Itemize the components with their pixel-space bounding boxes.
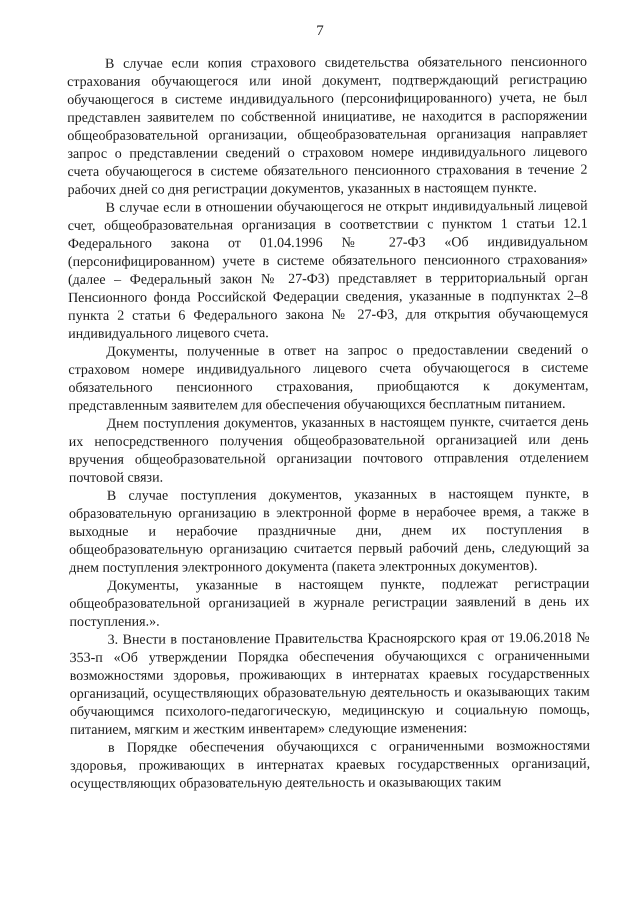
page-number: 7 xyxy=(316,23,324,39)
paragraph-insurance-certificate: В случае если копия страхового свидетельства обязательного пенсионного страхования обучающегося или иной документ, подтверждающий регистрацию обучающегося в системе индивидуального (персонифицированного) учета, не был представлен заявителем по собственной инициативе, не находится в распоряжении общеобразовательной организации, общеобразовательная организация направляет запрос о представлении сведений о страховом номере индивидуального лицевого счета обучающегося в системе обязательного пенсионного страхования в течение 2 рабочих дней со дня регистрации документов, указанных в настоящем пункте. xyxy=(67,54,588,198)
paragraph-registration: Документы, указанные в настоящем пункте, подлежат регистрации общеобразовательной организацией в журнале регистрации заявлений в день их поступления.». xyxy=(69,576,590,630)
paragraph-procedure-changes: в Порядке обеспечения обучающихся с ограниченными возможностями здоровья, проживающих в интернатах краевых государственных организаций, осуществляющих образовательную деятельность и оказывающих таким xyxy=(70,738,591,792)
paragraph-receipt-day: Днем поступления документов, указанных в настоящем пункте, считается день их непосредственного получения общеобразовательной организацией или день вручения общеобразовательной организации почтового отправления отделением почтовой связи. xyxy=(68,414,589,486)
paragraph-personal-account: В случае если в отношении обучающегося не открыт индивидуальный лицевой счет, общеобразовательная организация в соответствии с пунктом 1 статьи 12.1 Федерального закона от 01.04.1996 № 27-ФЗ «Об индивидуальном (персонифицированном) учете в системе обязательного пенсионного страхования» (далее – Федеральный закон № 27-ФЗ) представляет в территориальный орган Пенсионного фонда Российской Федерации сведения, указанные в подпунктах 2–8 пункта 2 статьи 6 Федерального закона № 27-ФЗ, для открытия обучающемуся индивидуального лицевого счета. xyxy=(67,198,589,342)
paragraph-response-documents: Документы, полученные в ответ на запрос о предоставлении сведений о страховом номере индивидуального лицевого счета обучающегося в системе обязательного пенсионного страхования, приобщаются к документам, представленным заявителем для обеспечения обучающихся бесплатным питанием. xyxy=(68,342,589,414)
document-body xyxy=(67,54,590,794)
paragraph-item-3: 3. Внести в постановление Правительства Красноярского края от 19.06.2018 № 353-п «Об утверждении Порядка обеспечения обучающихся с ограниченными возможностями здоровья, проживающих в интернатах краевых государственных организаций, осуществляющих образовательную деятельность и оказывающих таким обучающимся психолого-педагогическую, медицинскую и социальную помощь, питанием, мягким и жестким инвентарем» следующие изменения: xyxy=(69,630,590,738)
paragraph-electronic-receipt: В случае поступления документов, указанных в настоящем пункте, в образовательную организацию в электронной форме в нерабочее время, а также в выходные и нерабочие праздничные дни, днем их поступления в общеобразовательную организацию считается первый рабочий день, следующий за днем поступления электронного документа (пакета электронных документов). xyxy=(68,486,590,576)
